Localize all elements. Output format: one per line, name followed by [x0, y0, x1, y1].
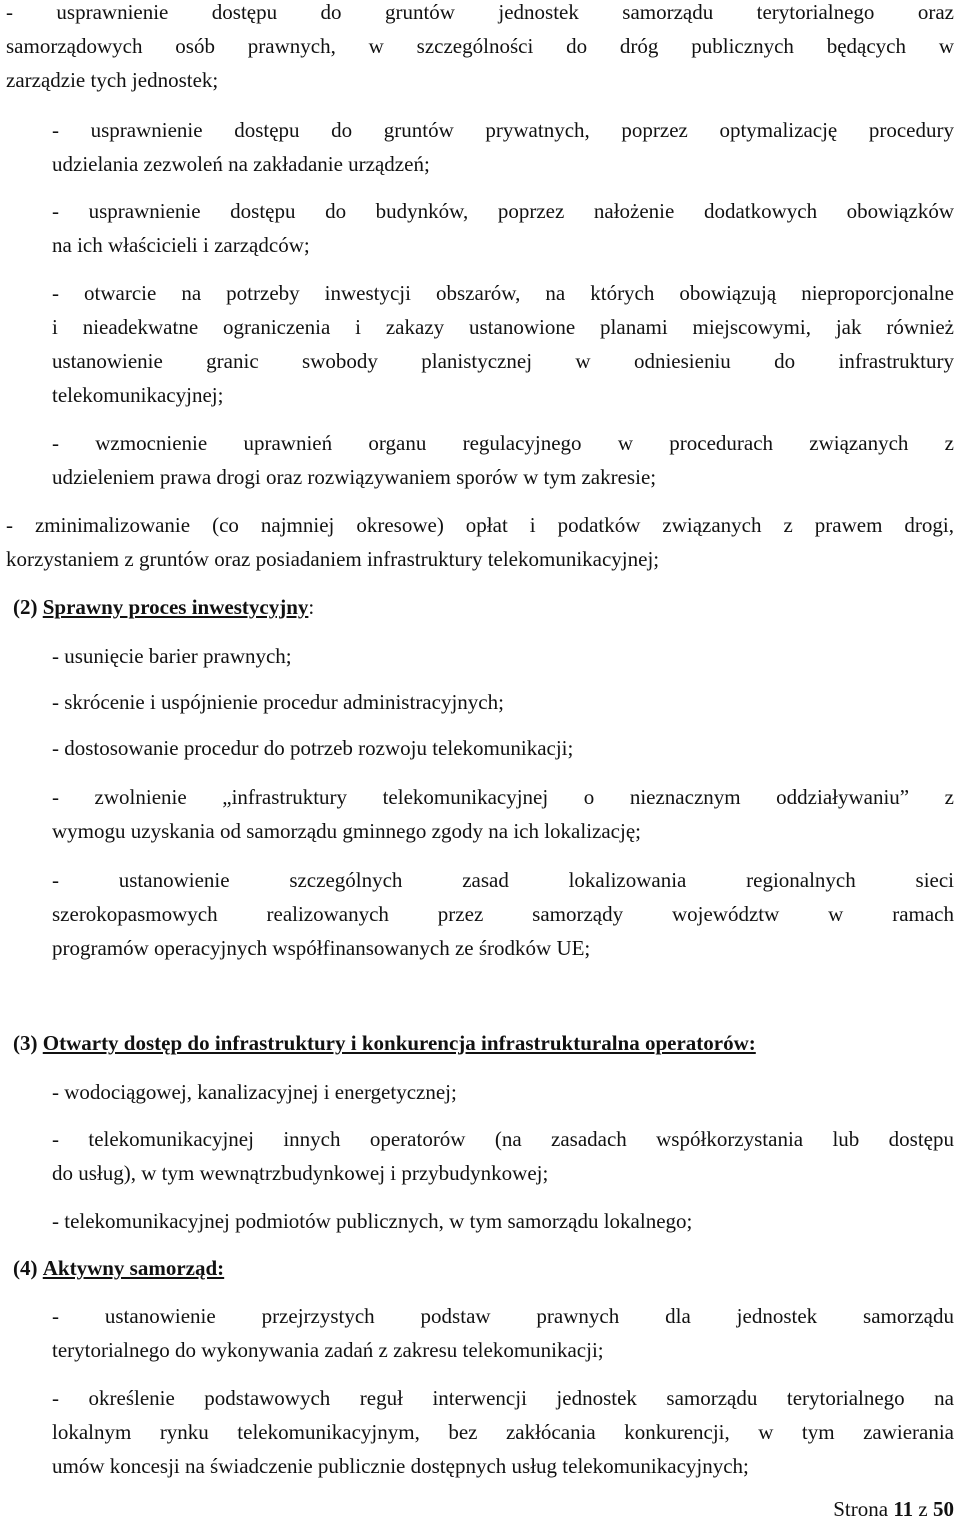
page-of: z: [918, 1497, 928, 1521]
section-heading: [13, 1253, 224, 1283]
text-line: programów operacyjnych współfinansowanych ze środków UE;: [52, 936, 591, 960]
page-number: [833, 1494, 954, 1524]
text-line: - otwarcie na potrzeby inwestycji obszarów, na których obowiązują nieproporcjonalne: [52, 281, 954, 305]
text-line: - zminimalizowanie (co najmniej okresowe) opłat i podatków związanych z prawem drogi,: [6, 513, 954, 537]
text-line: terytorialnego do wykonywania zadań z zakresu telekomunikacji;: [52, 1338, 604, 1362]
section-number: (2): [13, 595, 38, 619]
text-line: - ustanowienie szczególnych zasad lokalizowania regionalnych sieci: [52, 868, 954, 892]
text-line: samorządowych osób prawnych, w szczególności do dróg publicznych będących w: [6, 34, 954, 58]
text-line: ustanowienie granic swobody planistycznej w odniesieniu do infrastruktury: [52, 349, 954, 373]
text-line: - określenie podstawowych reguł interwencji jednostek samorządu terytorialnego na: [52, 1386, 954, 1410]
text-line: udzielania zezwoleń na zakładanie urządzeń;: [52, 152, 430, 176]
section-title: Sprawny proces inwestycyjny: [42, 595, 309, 619]
text-line: - telekomunikacyjnej podmiotów publicznych, w tym samorządu lokalnego;: [52, 1209, 693, 1233]
text-line: - wodociągowej, kanalizacyjnej i energetycznej;: [52, 1080, 457, 1104]
text-line: - ustanowienie przejrzystych podstaw prawnych dla jednostek samorządu: [52, 1304, 954, 1328]
text-line: do usług), w tym wewnątrzbudynkowej i przybudynkowej;: [52, 1161, 549, 1185]
text-line: szerokopasmowych realizowanych przez samorządy województw w ramach: [52, 902, 954, 926]
text-line: - usprawnienie dostępu do gruntów jednostek samorządu terytorialnego oraz: [6, 0, 954, 24]
section-heading: [13, 592, 314, 622]
current-page: 11: [893, 1497, 914, 1521]
text-line: - zwolnienie „infrastruktury telekomunikacyjnej o nieznacznym oddziaływaniu” z: [52, 785, 954, 809]
text-line: - wzmocnienie uprawnień organu regulacyjnego w procedurach związanych z: [52, 431, 954, 455]
text-line: - usprawnienie dostępu do budynków, poprzez nałożenie dodatkowych obowiązków: [52, 199, 954, 223]
text-line: - dostosowanie procedur do potrzeb rozwoju telekomunikacji;: [52, 736, 574, 760]
total-pages: 50: [933, 1497, 954, 1521]
text-line: - telekomunikacyjnej innych operatorów (na zasadach współkorzystania lub dostępu: [52, 1127, 954, 1151]
text-line: - skrócenie i uspójnienie procedur administracyjnych;: [52, 690, 504, 714]
section-title-suffix: :: [308, 595, 315, 619]
text-line: - usprawnienie dostępu do gruntów prywatnych, poprzez optymalizację procedury: [52, 118, 954, 142]
section-title: Otwarty dostęp do infrastruktury i konkurencja infrastrukturalna operatorów:: [42, 1031, 756, 1055]
text-line: - usunięcie barier prawnych;: [52, 644, 292, 668]
section-title: Aktywny samorząd:: [42, 1256, 225, 1280]
text-line: lokalnym rynku telekomunikacyjnym, bez zakłócania konkurencji, w tym zawierania: [52, 1420, 954, 1444]
text-line: na ich właścicieli i zarządców;: [52, 233, 310, 257]
page-label: Strona: [833, 1497, 889, 1521]
text-line: umów koncesji na świadczenie publicznie dostępnych usług telekomunikacyjnych;: [52, 1454, 749, 1478]
text-line: telekomunikacyjnej;: [52, 383, 224, 407]
text-line: zarządzie tych jednostek;: [6, 68, 219, 92]
section-heading: [13, 1028, 756, 1058]
text-line: wymogu uzyskania od samorządu gminnego zgody na ich lokalizację;: [52, 819, 641, 843]
text-line: i nieadekwatne ograniczenia i zakazy ustanowione planami miejscowymi, jak również: [52, 315, 954, 339]
text-line: korzystaniem z gruntów oraz posiadaniem infrastruktury telekomunikacyjnej;: [6, 547, 660, 571]
text-line: udzieleniem prawa drogi oraz rozwiązywaniem sporów w tym zakresie;: [52, 465, 657, 489]
section-number: (3): [13, 1031, 38, 1055]
section-number: (4): [13, 1256, 38, 1280]
